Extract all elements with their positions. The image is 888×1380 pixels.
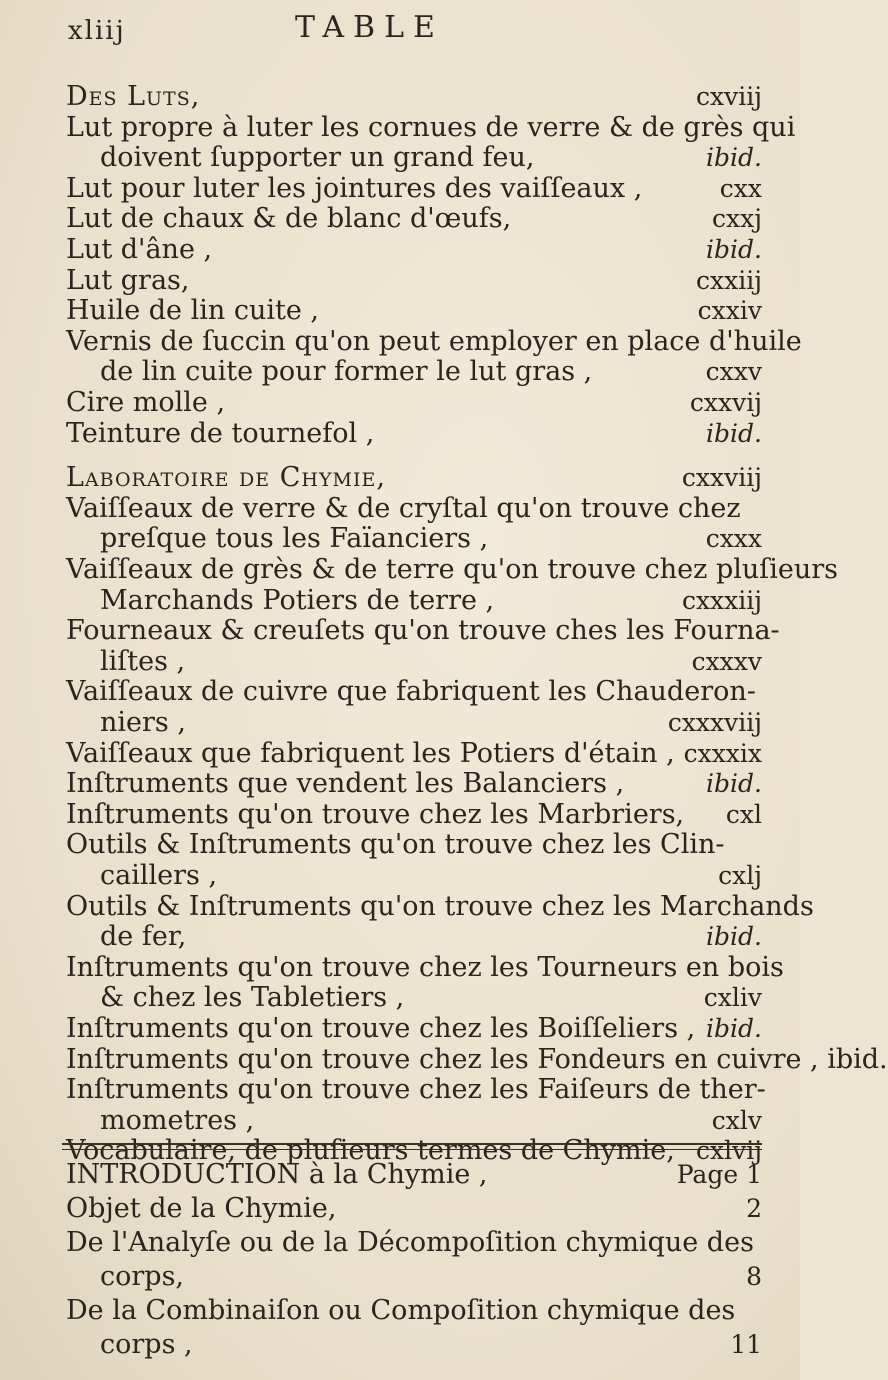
entry-text: De l'Analyſe ou de la Décompoſition chymique des	[66, 1227, 754, 1258]
entry-text: Lut propre à luter les cornues de verre & de grès qui	[66, 112, 796, 143]
entry-page-ref: cxxxiij	[681, 586, 762, 615]
entry-text: Vaiſſeaux de grès & de terre qu'on trouve chez pluſieurs	[66, 554, 839, 585]
entry-text: Laboratoire de Chymie,	[66, 462, 386, 493]
entry-text: liſtes ,	[100, 646, 186, 677]
entry-page-ref: cxviij	[696, 82, 762, 111]
entry-page-ref: 8	[746, 1262, 762, 1291]
entry-text: Lut pour luter les jointures des vaiſſeaux ,	[66, 173, 643, 204]
entry-page-ref: Page 1	[676, 1160, 762, 1189]
entry-text: Inſtruments qu'on trouve chez les Marbriers,	[66, 799, 685, 830]
toc-entry	[0, 1156, 800, 1194]
entry-page-ref: cxxiv	[697, 296, 762, 325]
running-header	[50, 10, 770, 50]
entry-page-ref: cxxvij	[689, 388, 762, 417]
entry-text: caillers ,	[100, 860, 218, 891]
entry-text: Inſtruments qu'on trouve chez les Fondeurs en cuivre , ibid.	[66, 1044, 888, 1075]
entry-page-ref: cxxv	[705, 357, 762, 386]
entry-page-ref: cxxx	[705, 524, 762, 553]
entry-page-ref: cxxviij	[681, 463, 762, 492]
entry-text: & chez les Tabletiers ,	[100, 982, 405, 1013]
entry-text: doivent ſupporter un grand feu,	[100, 142, 535, 173]
entry-page-ref: cxxxv	[691, 647, 762, 676]
entry-page-ref: cxx	[719, 174, 762, 203]
toc-entry	[0, 1224, 800, 1262]
entry-text: mometres ,	[100, 1105, 255, 1136]
entry-text: de fer,	[100, 921, 187, 952]
entry-page-ref: ibid.	[706, 235, 762, 264]
entry-text: niers ,	[100, 707, 186, 738]
toc-entry	[0, 1326, 800, 1364]
entry-text: Objet de la Chymie,	[66, 1193, 337, 1224]
entry-page-ref: cxlv	[711, 1106, 762, 1135]
entry-page-ref: cxxiij	[696, 266, 762, 295]
entry-text: Des Luts,	[66, 81, 201, 112]
entry-text: Lut gras,	[66, 265, 190, 296]
entry-page-ref: cxlj	[718, 861, 762, 890]
entry-text: Vaiſſeaux que fabriquent les Potiers d'étain ,	[66, 738, 675, 769]
entry-text: Vocabulaire, de pluſieurs termes de Chymie,	[66, 1135, 675, 1166]
entry-page-ref: 11	[730, 1330, 762, 1359]
entry-text: Inſtruments qu'on trouve chez les Boiſſeliers ,	[66, 1013, 696, 1044]
toc-entry	[0, 1258, 800, 1296]
toc-entry	[0, 415, 800, 453]
entry-text: De la Combinaiſon ou Compoſition chymique des	[66, 1295, 736, 1326]
entry-text: Vernis de ſuccin qu'on peut employer en place d'huile	[66, 326, 802, 357]
entry-text: INTRODUCTION à la Chymie ,	[66, 1159, 488, 1190]
entry-page-ref: ibid.	[706, 1014, 762, 1043]
entry-text: Marchands Potiers de terre ,	[100, 585, 495, 616]
entry-page-ref: ibid.	[706, 769, 762, 798]
entry-text: Outils & Inſtruments qu'on trouve chez les Clin-	[66, 829, 725, 860]
entry-page-ref: ibid.	[706, 143, 762, 172]
entry-page-ref: cxl	[725, 800, 762, 829]
entry-text: de lin cuite pour former le lut gras ,	[100, 356, 593, 387]
entry-page-ref: 2	[746, 1194, 762, 1223]
entry-text: Vaiſſeaux de cuivre que fabriquent les Chauderon-	[66, 676, 756, 707]
header-title: TABLE	[295, 10, 444, 45]
entry-page-ref: cxliv	[703, 983, 762, 1012]
entry-text: Inſtruments qu'on trouve chez les Faiſeurs de ther-	[66, 1074, 766, 1105]
entry-text: Teinture de tournefol ,	[66, 418, 375, 449]
entry-page-ref: ibid.	[706, 419, 762, 448]
entry-text: Inſtruments que vendent les Balanciers ,	[66, 768, 625, 799]
entry-page-ref: cxxj	[712, 204, 762, 233]
entry-text: Lut de chaux & de blanc d'œufs,	[66, 203, 512, 234]
entry-text: Vaiſſeaux de verre & de cryſtal qu'on trouve chez	[66, 493, 741, 524]
entry-text: Huile de lin cuite ,	[66, 295, 319, 326]
folio-number: xliij	[68, 16, 126, 46]
entry-text: preſque tous les Faïanciers ,	[100, 523, 489, 554]
toc-entry	[0, 1292, 800, 1330]
entry-page-ref: cxlvij	[696, 1136, 762, 1165]
entry-page-ref: ibid.	[706, 922, 762, 951]
entry-page-ref: cxxxix	[683, 739, 762, 768]
entry-text: Cire molle ,	[66, 387, 226, 418]
entry-text: Lut d'âne ,	[66, 234, 213, 265]
entry-text: Fourneaux & creuſets qu'on trouve ches les Fourna-	[66, 615, 780, 646]
entry-text: Outils & Inſtruments qu'on trouve chez les Marchands	[66, 891, 814, 922]
entry-page-ref: cxxxviij	[667, 708, 762, 737]
entry-text: corps,	[100, 1261, 185, 1292]
section-divider	[62, 1143, 762, 1150]
toc-entry	[0, 1190, 800, 1228]
entry-text: Inſtruments qu'on trouve chez les Tourneurs en bois	[66, 952, 784, 983]
entry-text: corps ,	[100, 1329, 193, 1360]
